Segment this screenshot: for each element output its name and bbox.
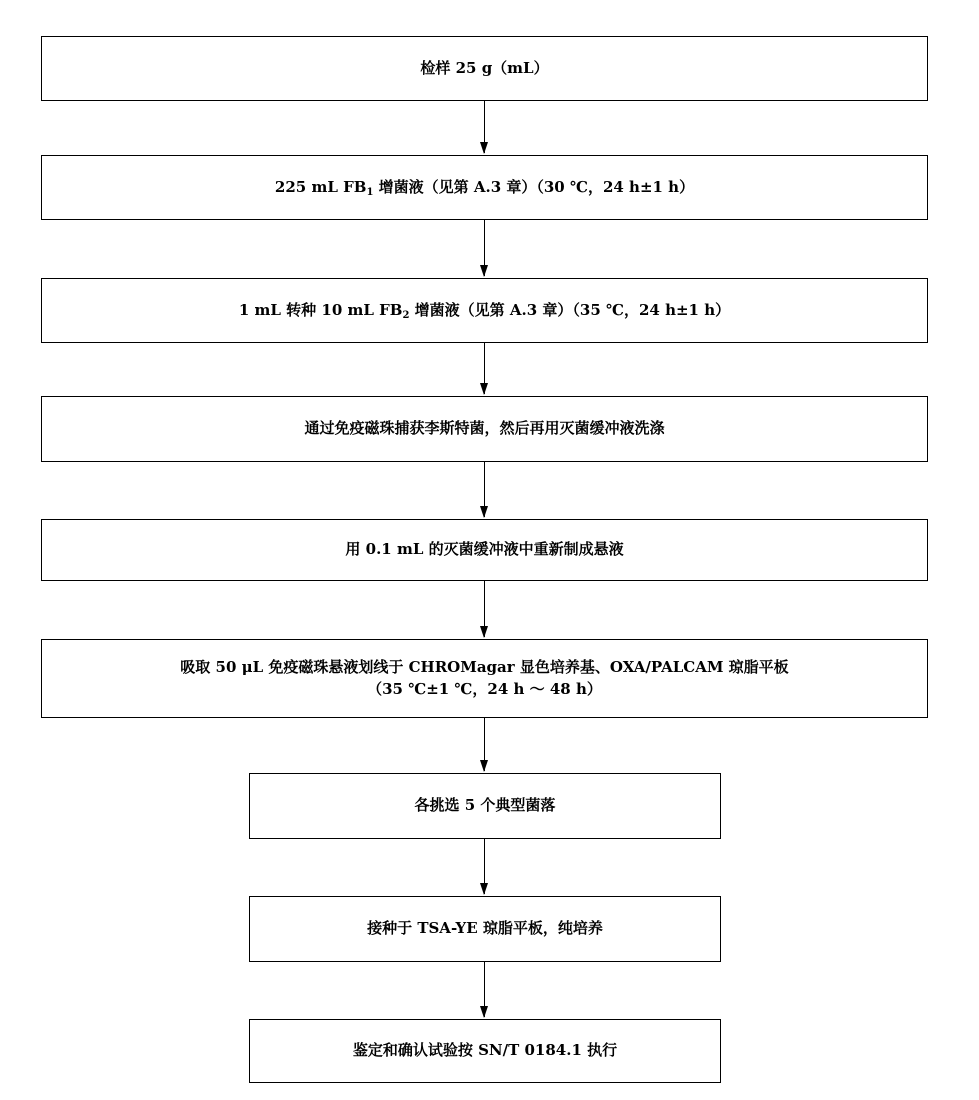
step-8-label: 接种于 TSA-YE 琼脂平板，纯培养 <box>367 919 603 938</box>
step-2-subscript: 1 <box>366 186 374 198</box>
arrow-7-8 <box>484 839 485 894</box>
arrow-1-2 <box>484 101 485 153</box>
arrow-6-7 <box>484 718 485 771</box>
step-5-box <box>41 519 928 581</box>
step-4-label: 通过免疫磁珠捕获李斯特菌，然后再用灭菌缓冲液洗涤 <box>304 419 665 438</box>
step-1-label: 检样 25 g（mL） <box>420 58 549 77</box>
step-3-text-a: 1 mL 转种 10 mL FB <box>238 300 403 319</box>
step-2-text-b: 增菌液（见第 A.3 章）（30 ℃，24 h±1 h） <box>373 177 695 196</box>
step-1-box <box>41 36 928 101</box>
step-6-box <box>41 639 928 718</box>
step-5-label: 用 0.1 mL 的灭菌缓冲液中重新制成悬液 <box>345 540 624 559</box>
step-6-line-1: 吸取 50 μL 免疫磁珠悬液划线于 CHROMagar 显色培养基、OXA/PALCAM 琼脂平板 <box>180 657 789 676</box>
step-2-label <box>275 177 694 199</box>
step-7-box <box>249 773 721 839</box>
step-3-label <box>239 300 730 322</box>
step-9-label: 鉴定和确认试验按 SN/T 0184.1 执行 <box>352 1041 618 1060</box>
step-4-box <box>41 396 928 462</box>
step-3-text-b: 增菌液（见第 A.3 章）（35 ℃，24 h±1 h） <box>409 300 731 319</box>
arrow-4-5 <box>484 462 485 517</box>
step-9-box <box>249 1019 721 1083</box>
step-6-line-2: （35 ℃±1 ℃，24 h ～ 48 h） <box>367 679 602 698</box>
step-3-subscript: 2 <box>402 309 410 321</box>
step-7-label: 各挑选 5 个典型菌落 <box>414 796 556 815</box>
arrow-2-3 <box>484 220 485 276</box>
arrow-8-9 <box>484 962 485 1017</box>
step-3-box <box>41 278 928 343</box>
step-2-text-a: 225 mL FB <box>274 177 367 196</box>
step-2-box <box>41 155 928 220</box>
step-8-box <box>249 896 721 962</box>
arrow-3-4 <box>484 343 485 394</box>
arrow-5-6 <box>484 581 485 637</box>
